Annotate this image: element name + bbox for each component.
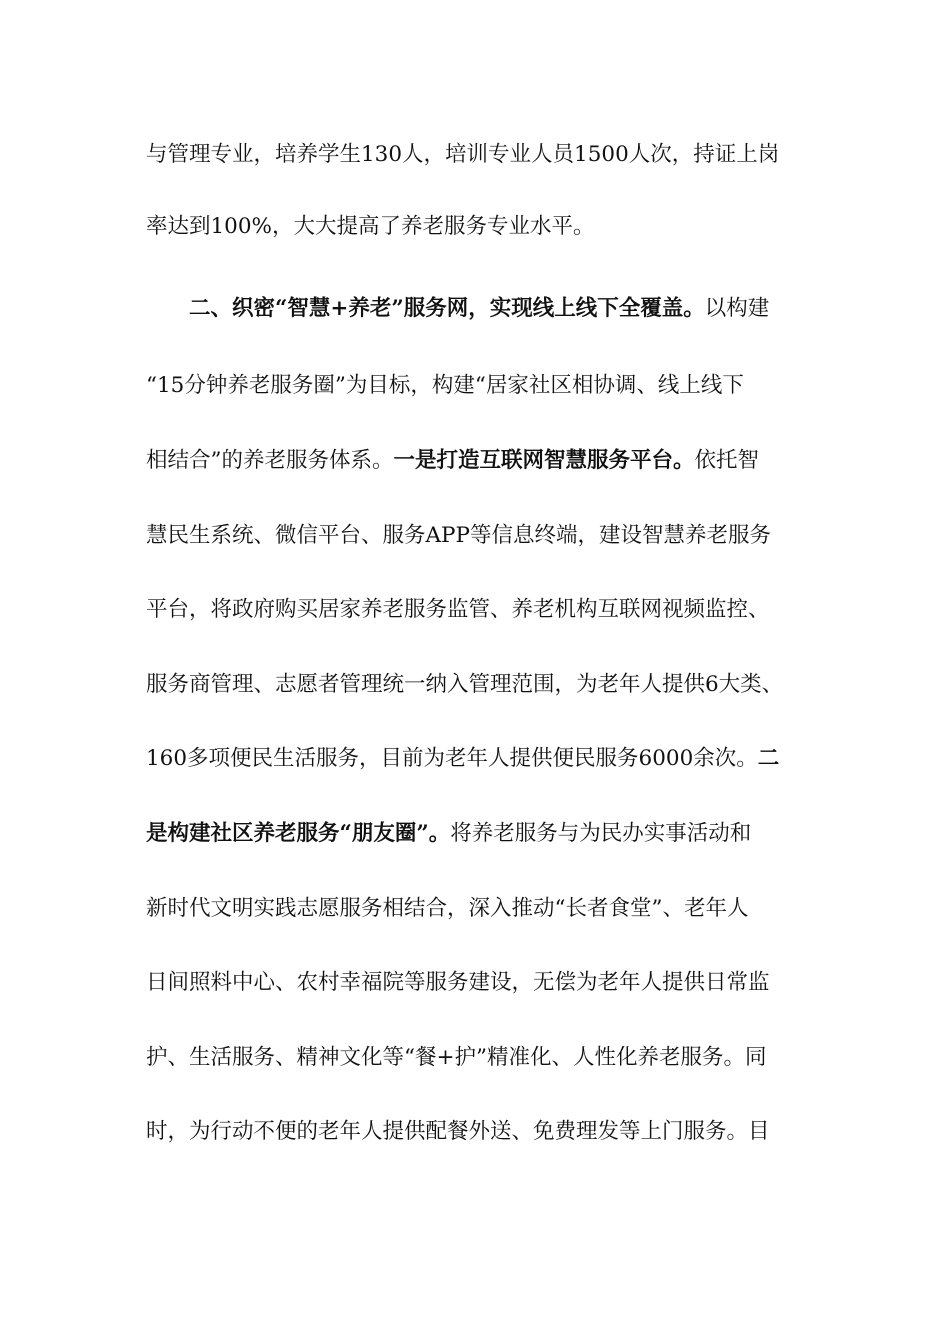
text-line-2: [146, 207, 806, 247]
text-line-9: [146, 739, 806, 779]
text-line-12: [146, 963, 806, 1003]
text-run: 相结合”的养老服务体系。: [146, 448, 394, 473]
section-heading-line: [146, 289, 806, 329]
text-line-11: [146, 889, 806, 929]
text-line-7: [146, 590, 806, 630]
text-line-8: [146, 665, 806, 705]
text-run: 平台，将政府购买居家养老服务监管、养老机构互联网视频监控、: [146, 597, 770, 622]
subheading-one: 一是打造互联网智慧服务平台。: [393, 448, 695, 473]
subheading-two: 是构建社区养老服务“朋友圈”。: [146, 821, 451, 846]
text-run: 护、生活服务、精神文化等“餐+护”精准化、人性化养老服务。同: [146, 1045, 767, 1070]
text-run: 日间照料中心、农村幸福院等服务建设，无偿为老年人提供日常监: [146, 970, 770, 995]
text-run: 服务商管理、志愿者管理统一纳入管理范围，为老年人提供6大类、: [146, 672, 784, 697]
text-line-14: [146, 1112, 806, 1152]
text-line-13: [146, 1038, 806, 1078]
text-run: 新时代文明实践志愿服务相结合，深入推动“长者食堂”、老年人: [146, 896, 749, 921]
text-line-6: [146, 516, 806, 556]
text-run: 率达到100%，大大提高了养老服务专业水平。: [146, 214, 595, 239]
text-line-4: [146, 366, 806, 406]
text-run: 将养老服务与为民办实事活动和: [450, 821, 752, 846]
text-line-5: [146, 441, 806, 481]
text-run: 依托智: [694, 448, 760, 473]
text-run: 与管理专业，培养学生130人，培训专业人员1500人次，持证上岗: [146, 142, 780, 167]
text-run: 慧民生系统、微信平台、服务APP等信息终端，建设智慧养老服务: [146, 523, 771, 548]
text-run: “15分钟养老服务圈”为目标，构建“居家社区相协调、线上线下: [146, 373, 744, 398]
text-run: 时，为行动不便的老年人提供配餐外送、免费理发等上门服务。目: [146, 1119, 770, 1144]
text-run: 以构建: [704, 296, 770, 321]
text-line-1: [146, 135, 806, 175]
text-line-10: [146, 814, 806, 854]
text-run: 160多项便民生活服务，目前为老年人提供便民服务6000余次。: [146, 746, 758, 771]
subheading-two-start: 二: [757, 746, 780, 771]
section-heading: 二、织密“智慧+养老”服务网，实现线上线下全覆盖。: [146, 296, 705, 321]
